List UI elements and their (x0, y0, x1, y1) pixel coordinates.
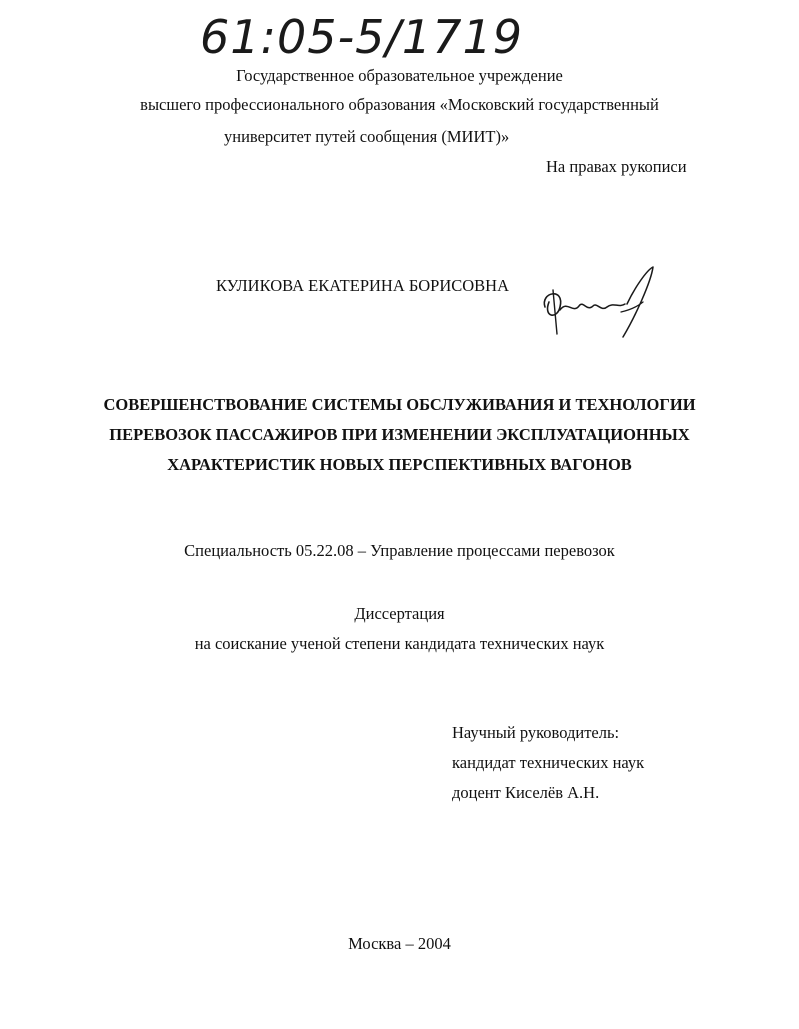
dissertation-heading: Диссертация (354, 604, 445, 623)
supervisor-degree: кандидат технических наук (452, 753, 645, 772)
specialty: Специальность 05.22.08 – Управление процессами перевозок (184, 541, 615, 560)
city-year: Москва – 2004 (348, 934, 451, 953)
title-line-3: ХАРАКТЕРИСТИК НОВЫХ ПЕРСПЕКТИВНЫХ ВАГОНОВ (167, 455, 632, 474)
title-line-1: СОВЕРШЕНСТВОВАНИЕ СИСТЕМЫ ОБСЛУЖИВАНИЯ И ТЕХНОЛОГИИ (103, 395, 696, 414)
institution-line-3: университет путей сообщения (МИИТ)» (224, 127, 510, 146)
rights-note: На правах рукописи (546, 157, 687, 176)
dissertation-subheading: на соискание ученой степени кандидата технических наук (194, 634, 605, 653)
supervisor-label: Научный руководитель: (452, 723, 620, 742)
author-name: КУЛИКОВА ЕКАТЕРИНА БОРИСОВНА (216, 276, 510, 295)
catalog-stamp: 61:05-5/1719 (200, 10, 523, 64)
supervisor-name: доцент Киселёв А.Н. (452, 783, 600, 802)
institution-line-1: Государственное образовательное учреждение (236, 66, 563, 85)
author-signature (535, 262, 665, 342)
institution-line-2: высшего профессионального образования «Московский государственный (140, 95, 659, 114)
title-line-2: ПЕРЕВОЗОК ПАССАЖИРОВ ПРИ ИЗМЕНЕНИИ ЭКСПЛУАТАЦИОННЫХ (109, 425, 690, 444)
